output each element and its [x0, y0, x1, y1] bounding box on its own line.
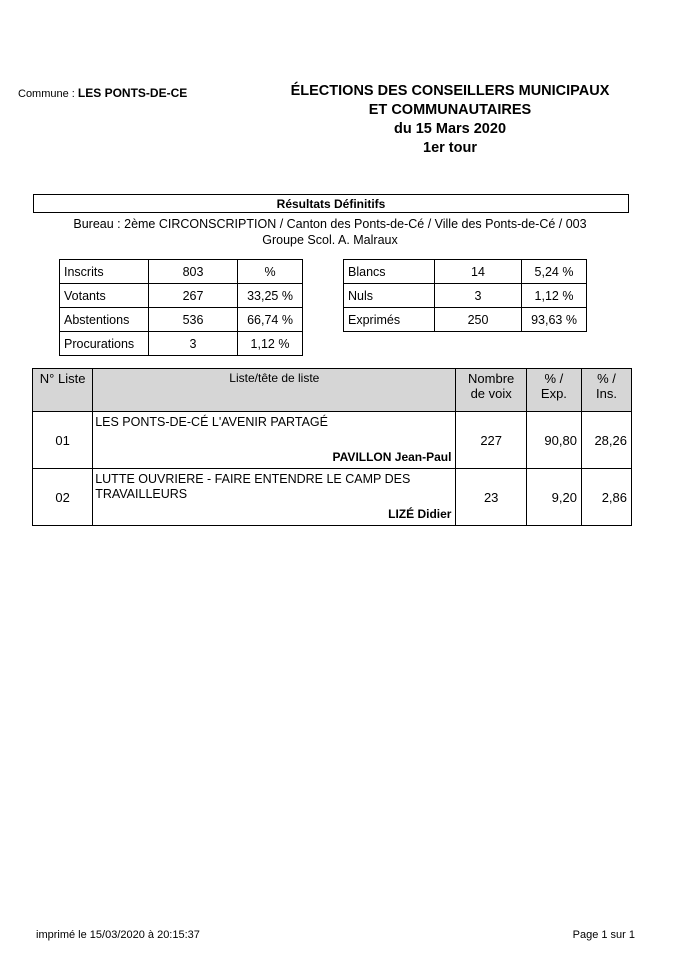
list-cell: [93, 412, 456, 469]
stats-row-exprimes: [344, 308, 587, 332]
list-pct-exp: 90,80: [526, 412, 581, 469]
title-line-1: ÉLECTIONS DES CONSEILLERS MUNICIPAUX: [290, 83, 610, 99]
stats-row-nuls: [344, 284, 587, 308]
list-number: 02: [33, 469, 93, 526]
list-cell: [93, 469, 456, 526]
stat-label: Nuls: [344, 284, 435, 308]
header-pct-exp: % / Exp.: [526, 369, 581, 412]
list-pct-ins: 28,26: [581, 412, 631, 469]
list-number: 01: [33, 412, 93, 469]
stat-label: Procurations: [60, 332, 149, 356]
lists-header-row: [33, 369, 632, 412]
header-pct-ins: % / Ins.: [581, 369, 631, 412]
title-line-3: du 15 Mars 2020: [393, 121, 507, 137]
bureau-line-2: Groupe Scol. A. Malraux: [262, 233, 398, 247]
stat-percent: 33,25 %: [238, 284, 303, 308]
list-name: LES PONTS-DE-CÉ L'AVENIR PARTAGÉ: [95, 415, 328, 429]
commune-line: [18, 86, 187, 100]
list-head: PAVILLON Jean-Paul: [332, 450, 452, 464]
page-title: [265, 82, 635, 158]
stats-right-table: [343, 259, 587, 332]
list-votes: 227: [456, 412, 526, 469]
title-line-4: 1er tour: [423, 140, 477, 156]
stat-value: 803: [149, 260, 238, 284]
list-pct-ins: 2,86: [581, 469, 631, 526]
stat-value: 536: [149, 308, 238, 332]
bureau-line-1: Bureau : 2ème CIRCONSCRIPTION / Canton des Ponts-de-Cé / Ville des Ponts-de-Cé / 003: [73, 217, 587, 231]
header-num: N° Liste: [33, 369, 93, 412]
commune-name: LES PONTS-DE-CE: [77, 86, 188, 100]
title-line-2: ET COMMUNAUTAIRES: [368, 102, 532, 118]
stat-percent: %: [238, 260, 303, 284]
stat-percent: 66,74 %: [238, 308, 303, 332]
stat-percent: 93,63 %: [522, 308, 587, 332]
results-header: Résultats Définitifs: [33, 194, 629, 213]
commune-label: Commune :: [18, 88, 75, 100]
stat-value: 250: [435, 308, 522, 332]
stats-row-abstentions: [60, 308, 303, 332]
list-name: LUTTE OUVRIERE - FAIRE ENTENDRE LE CAMP DES TRAVAILLEURS: [95, 472, 411, 501]
stat-percent: 1,12 %: [522, 284, 587, 308]
stat-label: Exprimés: [344, 308, 435, 332]
table-row: [33, 469, 632, 526]
stat-value: 14: [435, 260, 522, 284]
list-pct-exp: 9,20: [526, 469, 581, 526]
stat-value: 3: [435, 284, 522, 308]
bureau-info: [20, 216, 640, 248]
printed-timestamp: imprimé le 15/03/2020 à 20:15:37: [36, 929, 200, 941]
stat-percent: 1,12 %: [238, 332, 303, 356]
stat-label: Votants: [60, 284, 149, 308]
table-row: [33, 412, 632, 469]
stats-left-table: [59, 259, 303, 356]
lists-results-table: [32, 368, 632, 526]
stat-percent: 5,24 %: [522, 260, 587, 284]
header-voix: Nombre de voix: [456, 369, 526, 412]
stat-label: Blancs: [344, 260, 435, 284]
stat-value: 3: [149, 332, 238, 356]
list-head: LIZÉ Didier: [388, 507, 452, 521]
stats-row-votants: [60, 284, 303, 308]
stats-row-inscrits: [60, 260, 303, 284]
stat-value: 267: [149, 284, 238, 308]
page-number: Page 1 sur 1: [572, 929, 635, 941]
stat-label: Abstentions: [60, 308, 149, 332]
stats-row-procurations: [60, 332, 303, 356]
stat-label: Inscrits: [60, 260, 149, 284]
list-votes: 23: [456, 469, 526, 526]
stats-row-blancs: [344, 260, 587, 284]
header-name: Liste/tête de liste: [93, 369, 456, 412]
